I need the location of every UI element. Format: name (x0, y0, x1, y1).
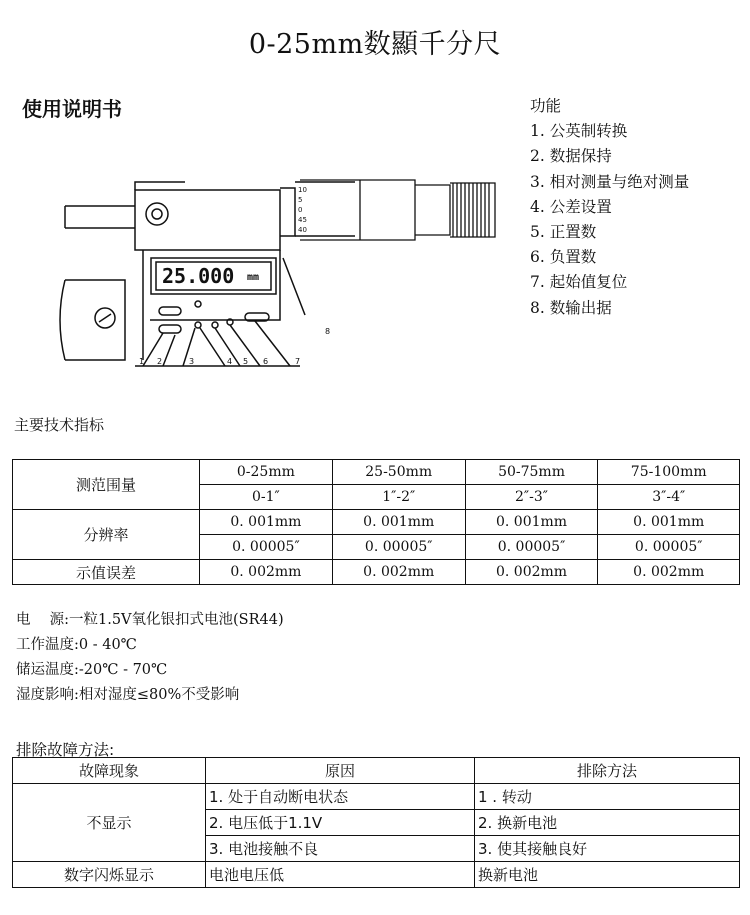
spec-table (12, 459, 740, 585)
function-item: 1. 公英制转换 (530, 122, 628, 141)
callout-number: 1 (139, 357, 145, 366)
fix-cell: 换新电池 (475, 862, 740, 888)
table-cell: 0. 002mm (598, 560, 740, 585)
functions-heading: 功能 (530, 97, 562, 115)
specs-heading: 主要技术指标 (14, 416, 105, 434)
page-title: 0-25mm数顯千分尺 (248, 29, 502, 60)
env-line: 工作温度:0 - 40℃ (16, 637, 137, 653)
table-cell: 0. 00005″ (598, 535, 740, 560)
table-cell: 0-25mm (200, 460, 333, 485)
function-item: 3. 相对测量与绝对测量 (530, 172, 690, 191)
row-label: 测范围量 (13, 460, 200, 510)
manual-heading: 使用说明书 (22, 97, 122, 121)
cause-cell: 3. 电池接触不良 (206, 836, 475, 862)
table-cell: 75-100mm (598, 460, 740, 485)
functions-list (530, 94, 689, 321)
thimble-knurl (250, 175, 500, 245)
callout-number: 7 (295, 357, 301, 366)
env-line: 储运温度:-20℃ - 70℃ (16, 662, 168, 678)
table-cell: 0. 001mm (465, 510, 598, 535)
function-item: 2. 数据保持 (530, 147, 612, 166)
table-row (13, 784, 740, 810)
table-row (13, 862, 740, 888)
troubleshooting-heading: 排除故障方法: (16, 741, 115, 759)
table-row (13, 758, 740, 784)
fix-cell: 2. 换新电池 (475, 810, 740, 836)
environment-specs (16, 608, 284, 708)
table-cell: 0. 00005″ (200, 535, 333, 560)
thimble-tick: 5 (298, 196, 303, 204)
table-cell: 0. 00005″ (465, 535, 598, 560)
table-cell: 0. 001mm (200, 510, 333, 535)
symptom-cell: 不显示 (13, 784, 206, 862)
function-item: 5. 正置数 (530, 223, 597, 242)
table-cell: 0-1″ (200, 485, 333, 510)
column-header: 排除方法 (475, 758, 740, 784)
column-header: 原因 (206, 758, 475, 784)
table-cell: 2″-3″ (465, 485, 598, 510)
env-line: 湿度影响:相对湿度≤80%不受影响 (16, 687, 240, 703)
fix-cell: 3. 使其接触良好 (475, 836, 740, 862)
table-cell: 0. 002mm (200, 560, 333, 585)
thimble-tick: 45 (298, 216, 307, 224)
thimble-tick: 40 (298, 226, 307, 234)
table-cell: 1″-2″ (332, 485, 465, 510)
table-cell: 25-50mm (332, 460, 465, 485)
table-cell: 0. 00005″ (332, 535, 465, 560)
callout-number: 2 (157, 357, 163, 366)
lcd-unit: mm (247, 272, 260, 283)
env-line: 电 源:一粒1.5V氧化银扣式电池(SR44) (16, 612, 284, 628)
cause-cell: 2. 电压低于1.1V (206, 810, 475, 836)
table-row (13, 510, 740, 535)
row-label: 分辨率 (13, 510, 200, 560)
callout-number: 3 (189, 357, 195, 366)
fix-cell: 1 . 转动 (475, 784, 740, 810)
callout-number: 8 (325, 327, 331, 336)
row-label: 示值误差 (13, 560, 200, 585)
function-item: 8. 数输出据 (530, 298, 612, 317)
function-item: 7. 起始值复位 (530, 273, 628, 292)
table-cell: 3″-4″ (598, 485, 740, 510)
table-cell: 0. 002mm (332, 560, 465, 585)
table-row (13, 460, 740, 485)
thimble-tick: 0 (298, 206, 303, 214)
symptom-cell: 数字闪烁显示 (13, 862, 206, 888)
callout-number: 6 (263, 357, 269, 366)
table-cell: 0. 002mm (465, 560, 598, 585)
callout-numbers (137, 327, 357, 371)
callout-number: 5 (243, 357, 249, 366)
table-row (13, 560, 740, 585)
table-cell: 0. 001mm (332, 510, 465, 535)
function-item: 6. 负置数 (530, 248, 597, 267)
column-header: 故障现象 (13, 758, 206, 784)
cause-cell: 电池电压低 (206, 862, 475, 888)
function-item: 4. 公差设置 (530, 197, 612, 216)
table-cell: 50-75mm (465, 460, 598, 485)
troubleshooting-table (12, 757, 740, 888)
cause-cell: 1. 处于自动断电状态 (206, 784, 475, 810)
lcd-value: 25.000 (162, 264, 235, 288)
callout-number: 4 (227, 357, 233, 366)
thimble-tick: 10 (298, 186, 307, 194)
table-cell: 0. 001mm (598, 510, 740, 535)
